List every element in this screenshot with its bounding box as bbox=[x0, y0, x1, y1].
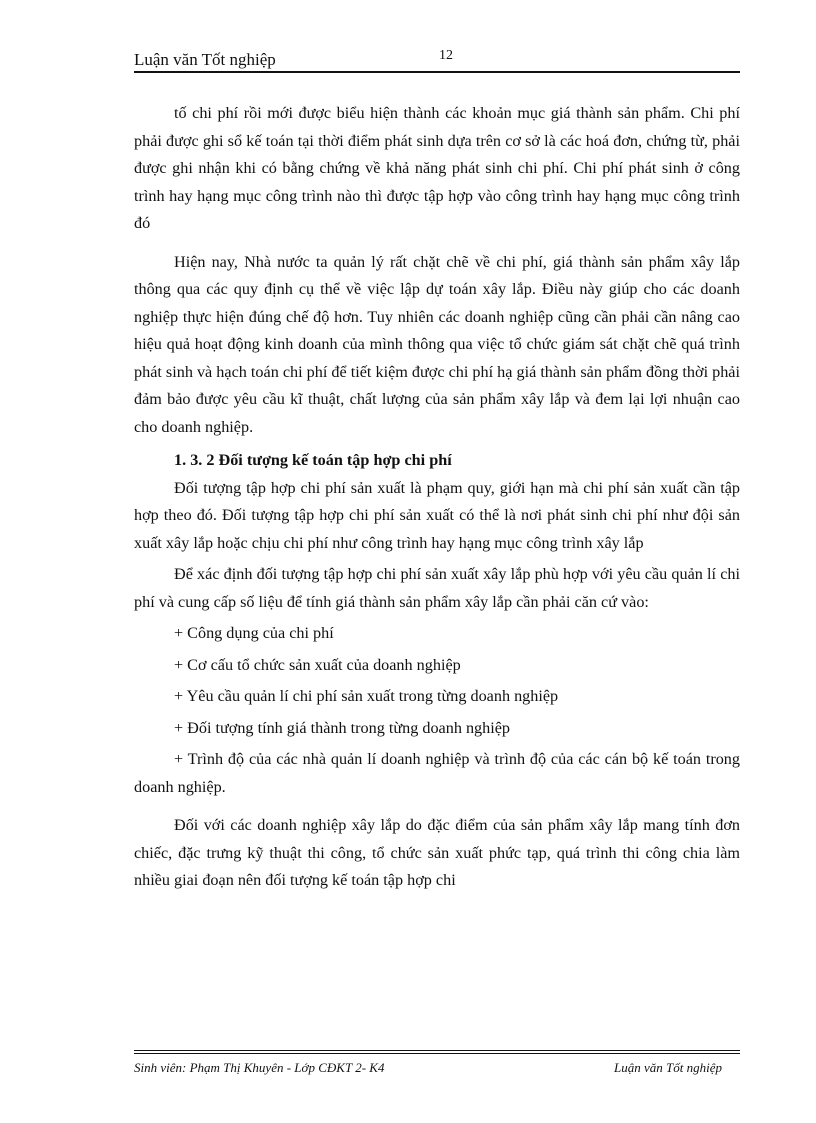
paragraph-4: Để xác định đối tượng tập hợp chi phí sản xuất xây lắp phù hợp với yêu cầu quản lí chi phí và cung cấp số liệu để tính giá thành sản phẩm xây lắp cần phải căn cứ vào: bbox=[134, 565, 740, 611]
section-heading: 1. 3. 2 Đối tượng kế toán tập hợp chi phí bbox=[174, 451, 452, 469]
footer-author: Sinh viên: Phạm Thị Khuyên - Lớp CĐKT 2- K4 bbox=[134, 1060, 385, 1075]
page-footer bbox=[134, 1050, 740, 1080]
paragraph-3: Đối tượng tập hợp chi phí sản xuất là phạm quy, giới hạn mà chi phí sản xuất cần tập hợp theo đó. Đối tượng tập hợp chi phí sản xuất có thể là nơi phát sinh chi phí như đội sản xuất xây lắp hoặc chịu chi phí như công trình hay hạng mục công trình xây lắp bbox=[134, 478, 740, 552]
list-item: + Trình độ của các nhà quản lí doanh nghiệp và trình độ của các cán bộ kế toán trong doanh nghiệp. bbox=[134, 750, 740, 796]
page-header bbox=[134, 48, 740, 72]
list-item: + Yêu cầu quản lí chi phí sản xuất trong từng doanh nghiệp bbox=[174, 687, 559, 705]
footer-divider bbox=[134, 1050, 740, 1051]
footer-title: Luận văn Tốt nghiệp bbox=[614, 1060, 722, 1075]
paragraph-2: Hiện nay, Nhà nước ta quản lý rất chặt chẽ về chi phí, giá thành sản phẩm xây lắp thông qua các quy định cụ thể về việc lập dự toán xây lắp. Điều này giúp cho các doanh nghiệp thực hiện đúng chế độ hơn. Tuy nhiên các doanh nghiệp cũng cần phải cần nâng cao hiệu quả hoạt động kinh doanh của mình thông qua việc tổ chức giám sát chặt chẽ quá trình phát sinh và hạch toán chi phí để tiết kiệm được chi phí hạ giá thành sản phẩm đồng thời phải đảm bảo được yêu cầu kĩ thuật, chất lượng của sản phẩm xây lắp và đem lại lợi nhuận cao cho doanh nghiệp. bbox=[134, 252, 740, 436]
list-item: + Cơ cấu tổ chức sản xuất của doanh nghiệp bbox=[174, 655, 461, 674]
header-title: Luận văn Tốt nghiệp bbox=[134, 50, 276, 69]
footer-divider bbox=[134, 1053, 740, 1054]
list-item: + Đối tượng tính giá thành trong từng doanh nghiệp bbox=[174, 718, 511, 737]
page-number: 12 bbox=[439, 48, 453, 63]
document-body bbox=[134, 100, 740, 895]
paragraph-1: tố chi phí rồi mới được biểu hiện thành các khoản mục giá thành sản phẩm. Chi phí phải được ghi sổ kế toán tại thời điểm phát sinh dựa trên cơ sở là các hoá đơn, chứng từ, phải được ghi nhận khi có bằng chứng về khả năng phát sinh chi phí. Chi phí phát sinh ở công trình hay hạng mục công trình nào thì được tập hợp vào công trình hay hạng mục công trình đó bbox=[134, 104, 740, 232]
list-item: + Công dụng của chi phí bbox=[174, 624, 334, 642]
paragraph-5: Đối với các doanh nghiệp xây lắp do đặc điểm của sản phẩm xây lắp mang tính đơn chiếc, đặc trưng kỹ thuật thi công, tổ chức sản xuất phức tạp, quá trình thi công chia làm nhiều giai đoạn nên đối tượng kế toán tập hợp chi bbox=[134, 816, 740, 889]
header-divider bbox=[134, 71, 740, 73]
